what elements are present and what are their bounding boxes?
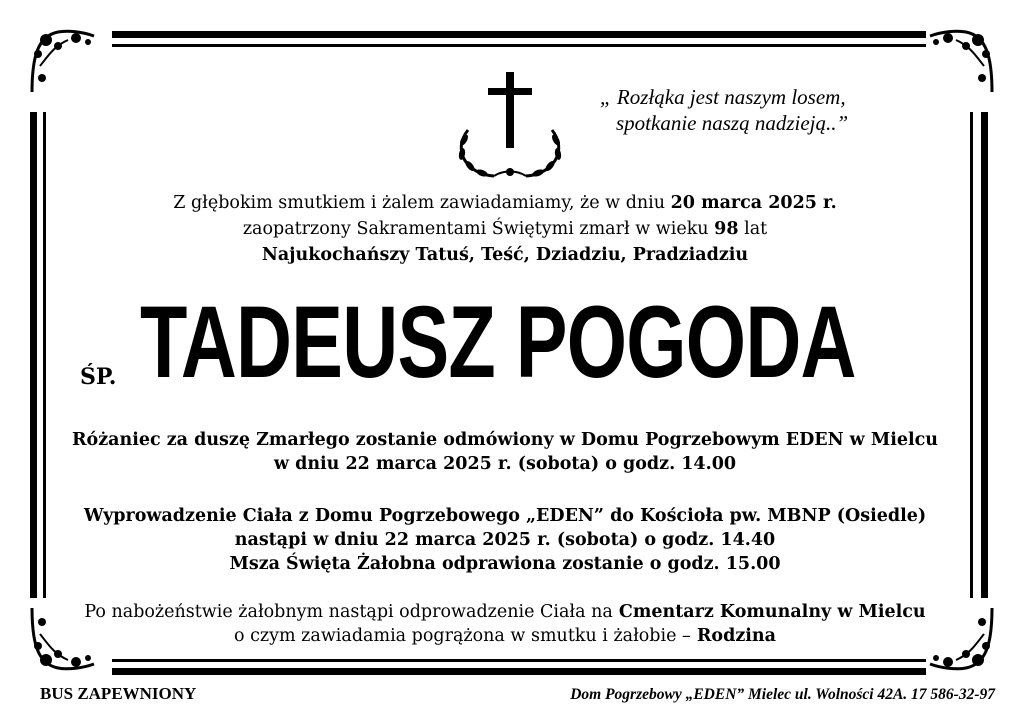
intro-line-1 [0,190,1010,216]
relations-text: Najukochańszy Tatuś, Teść, Dziadziu, Pradziadziu [261,245,749,265]
rosary-info [0,428,1010,476]
intro-line-1-prefix: Z głębokim smutkiem i żalem zawiadamiamy, że w dniu [173,193,666,213]
rosary-line-2: w dniu 22 marca 2025 r. (sobota) o godz. 14.00 [273,454,737,474]
procession-info [0,504,1010,576]
quote [600,84,920,136]
name-prefix: ŚP. [80,364,117,390]
funeral-home-info: Dom Pogrzebowy „EDEN” Mielec ul. Wolności 42A. 17 586-32-97 [570,686,995,703]
frame-bottom-thick [112,668,926,675]
procession-line-1: Wyprowadzenie Ciała z Domu Pogrzebowego „EDEN” do Kościoła pw. MBNP (Osiedle) [83,506,927,526]
quote-line-1: „ Rozłąka jest naszym losem, [600,85,846,109]
frame-top-thick [112,31,926,38]
quote-line-2: spotkanie naszą nadzieją..” [616,111,849,135]
frame-bottom-thin [112,659,926,662]
procession-line-3: Msza Święta Żałobna odprawiona zostanie o godz. 15.00 [229,554,781,574]
date-of-death: 20 marca 2025 r. [670,193,837,213]
bus-notice: BUS ZAPEWNIONY [40,684,197,703]
burial-line-1 [0,600,1010,624]
cross-wreath [448,70,572,182]
frame-top-thin [112,44,926,47]
intro-line-2-suffix: lat [744,219,768,239]
deceased-name-row [78,285,958,399]
intro [0,190,1010,268]
relations [0,242,1010,268]
burial-line-2 [0,624,1010,648]
floral-corner-icon [28,26,98,96]
cemetery: Cmentarz Komunalny w Mielcu [618,602,926,622]
cross-icon [488,72,532,148]
burial-info [0,600,1010,648]
burial-line-2-prefix: o czym zawiadamia pogrążona w smutku i żałobie – [234,626,691,646]
intro-line-2-prefix: zaopatrzony Sakramentami Świętymi zmarł w wieku [242,219,709,239]
deceased-name: TADEUSZ POGODA [140,285,856,399]
procession-line-2: nastąpi w dniu 22 marca 2025 r. (sobota) o godz. 14.40 [234,530,776,550]
age: 98 [714,219,739,239]
family: Rodzina [696,626,776,646]
intro-line-2 [0,216,1010,242]
burial-line-1-prefix: Po nabożeństwie żałobnym nastąpi odprowadzenie Ciała na [84,602,613,622]
floral-corner-icon [926,26,996,96]
rosary-line-1: Różaniec za duszę Zmarłego zostanie odmówiony w Domu Pogrzebowym EDEN w Mielcu [71,430,939,450]
